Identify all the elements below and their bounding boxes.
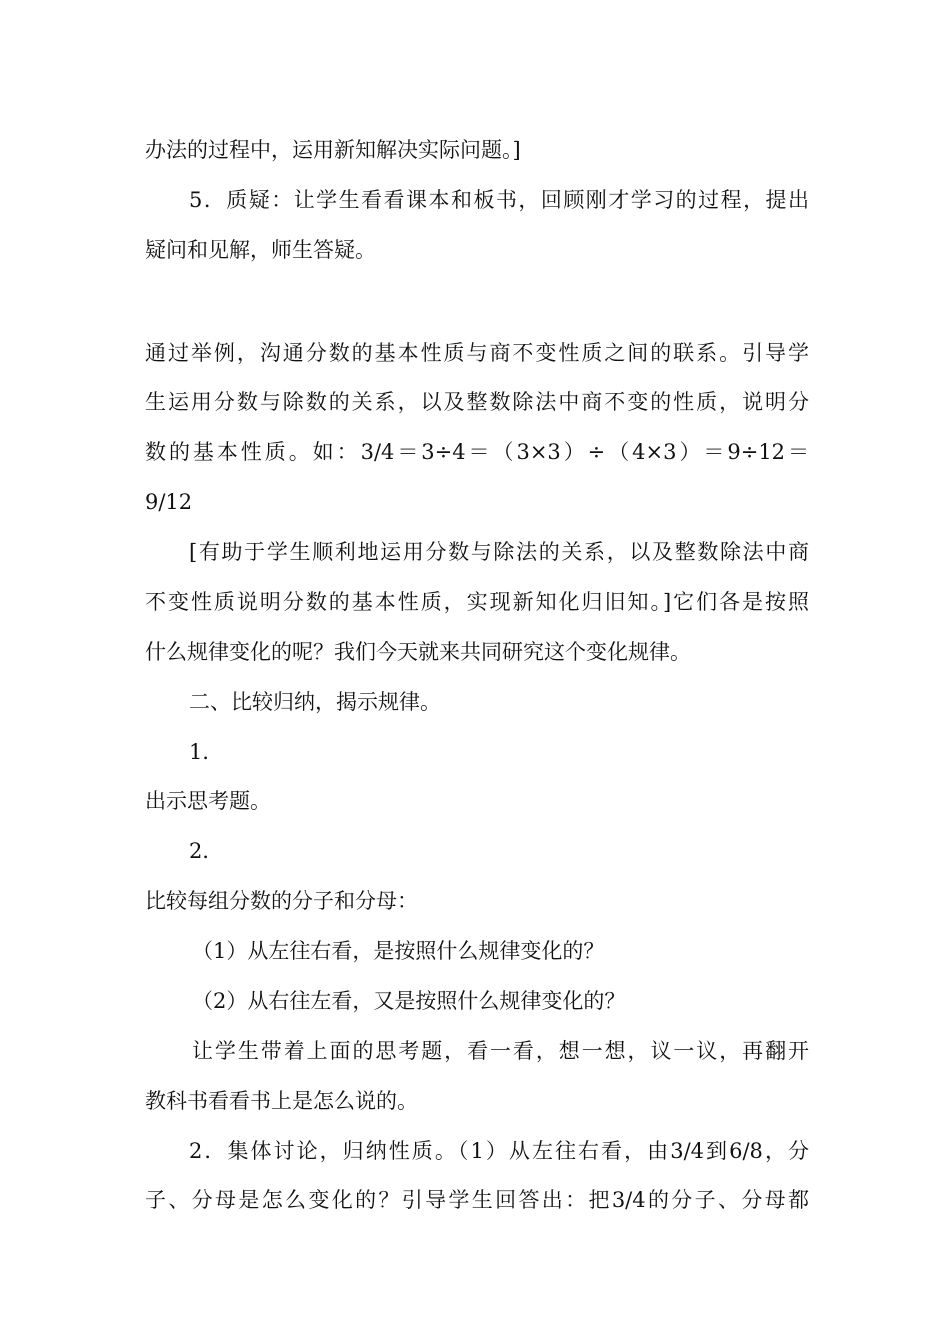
text-line: 让学生带着上面的思考题，看一看，想一想，议一议，再翻开 (192, 1039, 809, 1063)
text-line: 5．质疑：让学生看看课本和板书，回顾刚才学习的过程，提出 (189, 188, 809, 212)
text-line: 教科书看看书上是怎么说的。 (145, 1089, 418, 1113)
text-line: 疑问和见解，师生答疑。 (145, 238, 376, 262)
question-item: （2）从右往左看，又是按照什么规律变化的？ (192, 989, 626, 1013)
list-number: 2． (189, 839, 224, 863)
text-line: 生运用分数与除数的关系，以及整数除法中商不变的性质，说明分 (145, 390, 809, 414)
text-line: 什么规律变化的呢？我们今天就来共同研究这个变化规律。 (145, 640, 691, 664)
text-line: [有助于学生顺利地运用分数与除法的关系，以及整数除法中商 (189, 540, 809, 564)
text-line: 2．集体讨论，归纳性质。（1）从左往右看，由3/4到6/8，分 (189, 1139, 809, 1163)
text-line: 通过举例，沟通分数的基本性质与商不变性质之间的联系。引导学 (145, 341, 809, 365)
question-item: （1）从左往右看，是按照什么规律变化的？ (192, 939, 605, 963)
section-heading: 二、比较归纳，揭示规律。 (189, 690, 441, 714)
text-line: 数的基本性质。如：3/4＝3÷4＝（3×3）÷（4×3）＝9÷12＝ (145, 440, 809, 464)
text-line: 不变性质说明分数的基本性质，实现新知化归旧知。]它们各是按照 (145, 590, 809, 614)
list-number: 1． (189, 740, 224, 764)
text-line: 出示思考题。 (145, 789, 271, 813)
text-line: 子、分母是怎么变化的？引导学生回答出：把3/4的分子、分母都 (145, 1188, 809, 1212)
text-line: 办法的过程中，运用新知解决实际问题。] (145, 138, 521, 162)
text-line: 比较每组分数的分子和分母： (145, 889, 418, 913)
text-line: 9/12 (145, 490, 193, 514)
